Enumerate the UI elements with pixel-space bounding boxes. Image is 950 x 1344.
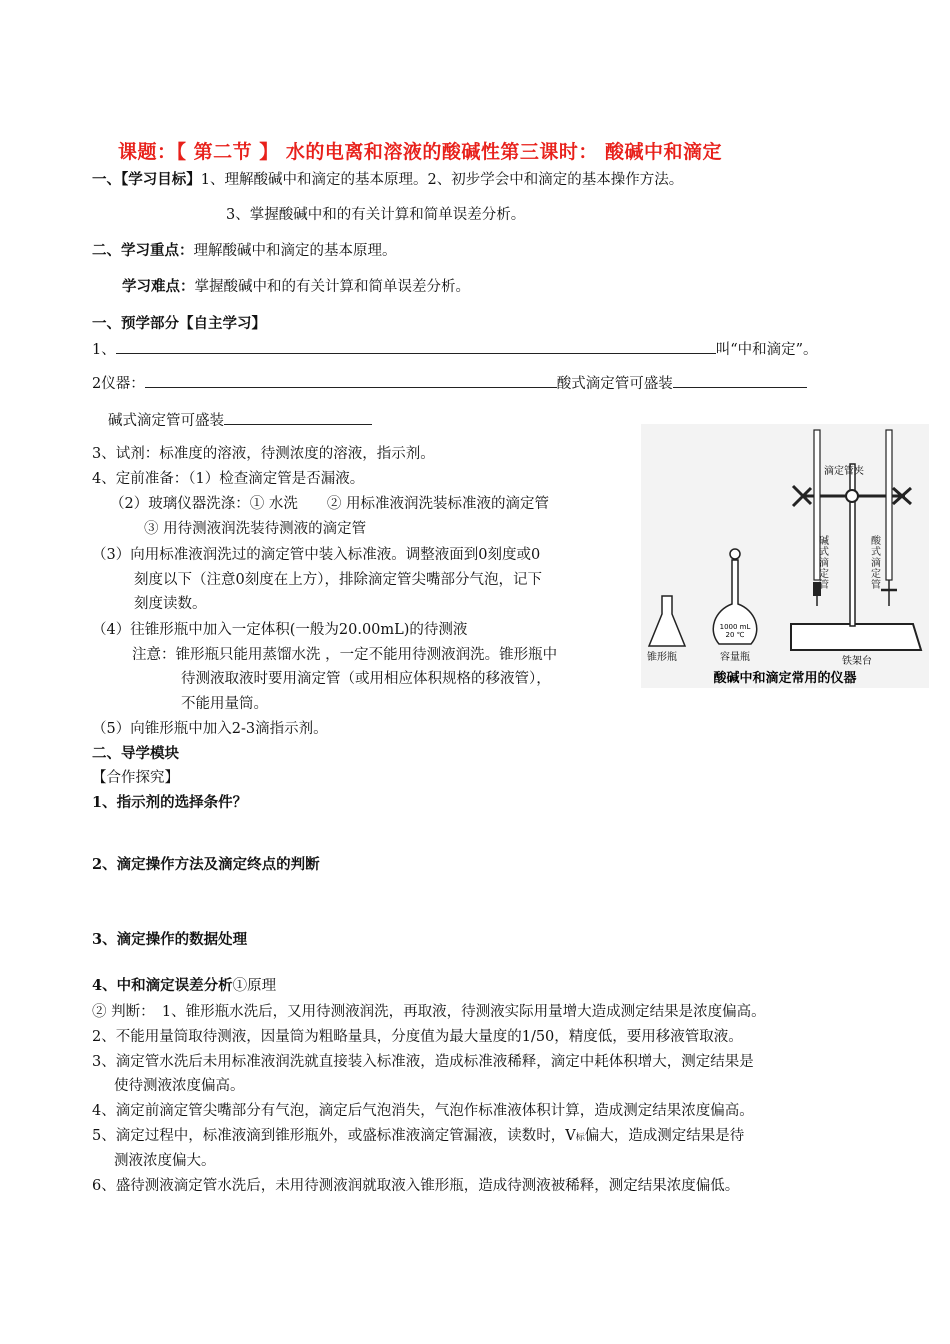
guide-heading: 二、导学模块 <box>92 745 179 762</box>
question-4-2b: ③ 用待测液润洗装待测液的滴定管 <box>144 521 367 537</box>
error-analysis-heading: 4、中和滴定误差分析 <box>92 977 233 994</box>
question-3: 3、试剂：标准度的溶液，待测浓度的溶液，指示剂。 <box>92 446 435 462</box>
apparatus-illustration <box>641 424 929 688</box>
q1-blank[interactable] <box>116 339 716 354</box>
volumetric-mark-2: 20 ℃ <box>725 631 745 639</box>
stand-label: 铁架台 <box>842 656 872 667</box>
q2-instruments-blank[interactable] <box>145 373 557 388</box>
question-2 <box>92 373 807 394</box>
error-5a <box>92 1126 744 1148</box>
clamp-label: 滴定管夹 <box>824 466 864 477</box>
q1-suffix: 叫“中和滴定”。 <box>715 342 818 358</box>
q2-base-label: 碱式滴定管可盛装 <box>108 413 224 429</box>
question-4-3c: 刻度读数。 <box>134 596 207 612</box>
difficulties-text: 掌握酸碱中和的有关计算和简单误差分析。 <box>194 279 470 295</box>
error-5a-sub: 标 <box>575 1133 585 1143</box>
conical-flask-label: 锥形瓶 <box>647 652 677 663</box>
difficulties-label: 学习难点： <box>122 278 195 295</box>
error-4: 4、滴定前滴定管尖嘴部分有气泡，滴定后气泡消失，气泡作标准液体积计算，造成测定结果浓度偏高。 <box>92 1103 754 1119</box>
question-4-3b: 刻度以下（注意0刻度在上方），排除滴定管尖嘴部分气泡，记下 <box>134 572 542 588</box>
acid-burette-label: 酸式滴定管 <box>871 536 881 591</box>
section-indicator: 1、指示剂的选择条件？ <box>92 794 248 811</box>
q1-prefix: 1、 <box>92 342 116 358</box>
volumetric-stopper <box>730 549 740 559</box>
coop-heading: 【合作探究】 <box>92 770 179 786</box>
objective-1-2: 1、理解酸碱中和滴定的基本原理。2、初步学会中和滴定的基本操作方法。 <box>200 172 684 188</box>
q2-acid-blank[interactable] <box>673 373 807 388</box>
conical-flask-shape <box>649 596 685 646</box>
preview-heading: 一、预学部分【自主学习】 <box>92 315 266 332</box>
stand-base <box>791 624 921 650</box>
q2-prefix: 2仪器： <box>92 376 145 392</box>
objective-3: 3、掌握酸碱中和的有关计算和简单误差分析。 <box>226 207 526 223</box>
error-6: 6、盛待测液滴定管水洗后，未用待测液润就取液入锥形瓶，造成待测液被稀释，测定结果浓度偏低。 <box>92 1178 740 1194</box>
section-error-analysis <box>92 976 276 996</box>
section-titration-method: 2、滴定操作方法及滴定终点的判断 <box>92 856 320 873</box>
question-4: 4、定前准备：（1）检查滴定管是否漏液。 <box>92 471 365 487</box>
error-3a: 3、滴定管水洗后未用标准液润洗就直接装入标准液，造成标准液稀释，滴定中耗体积增大，测定结果是 <box>92 1054 754 1070</box>
error-2: 2、不能用量筒取待测液，因量筒为粗略量具，分度值为最大量度的1/50，精度低，要用移液管取液。 <box>92 1029 743 1045</box>
key-points-text: 理解酸碱中和滴定的基本原理。 <box>193 243 397 259</box>
objectives-label: 一、【学习目标】 <box>92 171 201 188</box>
apparatus-figure <box>641 424 929 688</box>
question-4-3a: （3）向用标准液润洗过的滴定管中装入标准液。调整液面到0刻度或0 <box>92 547 541 563</box>
question-2-base <box>108 410 372 431</box>
note-line-1: 注意：锥形瓶只能用蒸馏水洗 ，一定不能用待测液润洗。锥形瓶中 <box>132 647 558 663</box>
error-judge: ② 判断： 1、锥形瓶水洗后，又用待测液润洗，再取液，待测液实际用量增大造成测定结果是浓度偏高。 <box>92 1004 766 1020</box>
objectives <box>92 170 683 190</box>
error-5b: 测液浓度偏大。 <box>114 1153 216 1169</box>
question-4-5: （5）向锥形瓶中加入2-3滴指示剂。 <box>92 721 328 737</box>
clamp-knob <box>846 490 858 502</box>
q2-acid-label: 酸式滴定管可盛装 <box>556 376 673 392</box>
volumetric-mark-1: 1000 mL <box>719 623 751 631</box>
acid-burette-tube <box>886 430 892 580</box>
error-principle: ①原理 <box>232 978 277 994</box>
question-1 <box>92 339 818 360</box>
note-line-3: 不能用量筒。 <box>181 696 268 712</box>
base-burette-label: 碱式滴定管 <box>819 536 829 591</box>
section-data-processing: 3、滴定操作的数据处理 <box>92 931 248 948</box>
figure-caption: 酸碱中和滴定常用的仪器 <box>713 671 857 686</box>
error-5a-pre: 5、滴定过程中，标准液滴到锥形瓶外，或盛标准液滴定管漏液，读数时，V <box>92 1128 576 1144</box>
volumetric-flask-label: 容量瓶 <box>720 652 750 663</box>
note-line-2: 待测液取液时要用滴定管（或用相应体积规格的移液管）， <box>181 671 551 687</box>
key-points <box>92 241 397 261</box>
error-5a-post: 偏大，造成测定结果是待 <box>584 1128 745 1144</box>
q2-base-blank[interactable] <box>224 410 372 425</box>
stand-rod <box>850 464 855 626</box>
error-3b: 使待测液浓度偏高。 <box>114 1078 245 1094</box>
question-4-4: （4）往锥形瓶中加入一定体积(一般为20.00mL)的待测液 <box>92 622 468 638</box>
question-4-2a: （2）玻璃仪器洗涤：① 水洗 ② 用标准液润洗装标准液的滴定管 <box>110 496 549 512</box>
key-points-label: 二、学习重点： <box>92 242 194 259</box>
page-title: 课题：【 第二节 】 水的电离和溶液的酸碱性第三课时： 酸碱中和滴定 <box>118 141 722 163</box>
difficulties <box>122 277 470 297</box>
